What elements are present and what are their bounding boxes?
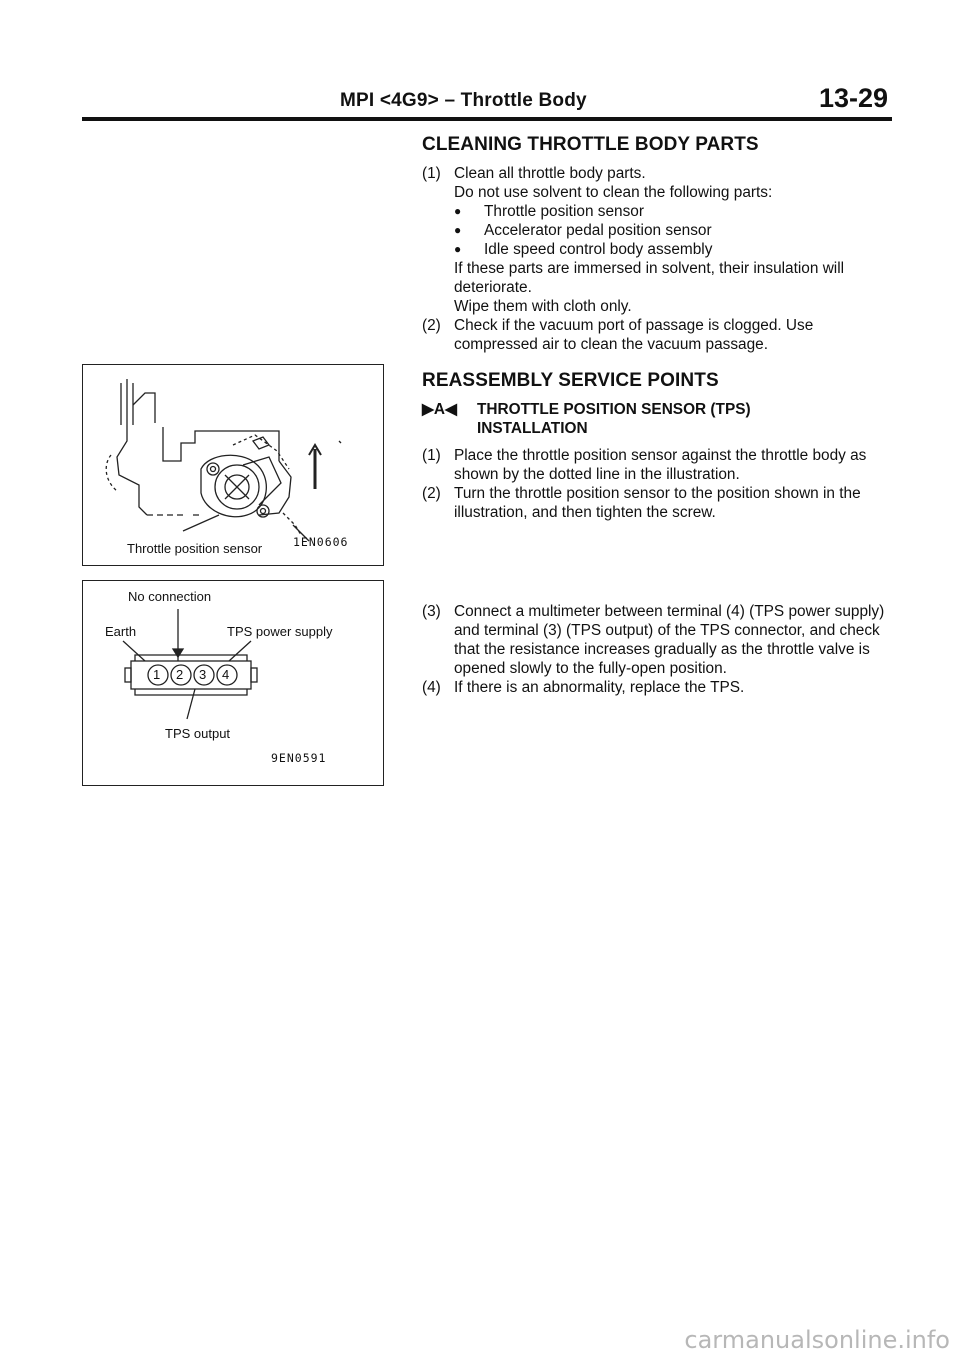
step-number: (1) — [422, 165, 441, 182]
power-supply-label: TPS power supply — [227, 624, 333, 639]
step-text: If these parts are immersed in solvent, their insulation will deteriorate. — [454, 260, 845, 296]
figure-code: 9EN0591 — [271, 751, 327, 765]
step-number: (1) — [422, 447, 441, 464]
step-text: Do not use solvent to clean the following parts: — [454, 184, 773, 201]
connector-drawing — [83, 581, 383, 785]
sub-heading — [422, 400, 886, 438]
reassembly-heading: REASSEMBLY SERVICE POINTS — [422, 370, 719, 391]
cleaning-step-2 — [422, 316, 886, 354]
section-title: MPI <4G9> – Throttle Body — [340, 90, 587, 111]
step-number: (2) — [422, 485, 441, 502]
tps-illustration-figure — [82, 364, 384, 566]
header-rule — [82, 117, 892, 121]
step-text: Clean all throttle body parts. — [454, 165, 646, 182]
step-number: (3) — [422, 603, 441, 620]
reassembly-step-1 — [422, 446, 886, 484]
page-number: 13-29 — [818, 83, 888, 113]
service-point-marker: ▶A◀ — [422, 401, 457, 418]
list-item — [454, 240, 886, 259]
earth-label: Earth — [105, 624, 137, 639]
bullet-icon: ● — [454, 242, 462, 256]
list-item — [454, 202, 886, 221]
main-text — [422, 134, 886, 697]
tps-output-label: TPS output — [165, 726, 231, 741]
list-item-text: Throttle position sensor — [484, 203, 644, 220]
cleaning-heading: CLEANING THROTTLE BODY PARTS — [422, 134, 759, 155]
terminal-4-label: 4 — [222, 667, 230, 682]
sub-heading-line: THROTTLE POSITION SENSOR (TPS) — [477, 401, 751, 418]
reassembly-step-2 — [422, 484, 886, 522]
cleaning-step-1 — [422, 164, 886, 316]
figure-code: 1EN0606 — [293, 535, 349, 549]
step-text: If there is an abnormality, replace the TPS. — [454, 679, 745, 696]
list-item-text: Idle speed control body assembly — [484, 241, 713, 258]
figure-caption: Throttle position sensor — [127, 541, 263, 556]
step-number: (4) — [422, 679, 441, 696]
tps-connector-figure — [82, 580, 384, 786]
step-number: (2) — [422, 317, 441, 334]
step-text: Turn the throttle position sensor to the position shown in the illustration, and then tighten the screw. — [454, 485, 861, 521]
no-connection-label: No connection — [128, 589, 212, 604]
list-item — [454, 221, 886, 240]
sub-heading-line: INSTALLATION — [477, 420, 588, 437]
watermark-text: carmanualsonline.info — [684, 1326, 950, 1354]
step-text: Connect a multimeter between terminal (4) (TPS power supply) and terminal (3) (TPS output) of the TPS connector, and check that the resistance increases gradually as the throttle valve is opened slowly to the fully-open position. — [454, 603, 885, 677]
step-text: Check if the vacuum port of passage is clogged. Use compressed air to clean the vacuum passage. — [454, 317, 814, 353]
terminal-2-label: 2 — [176, 667, 184, 682]
step-text: Wipe them with cloth only. — [454, 298, 632, 315]
step-text: Place the throttle position sensor against the throttle body as shown by the dotted line in the illustration. — [454, 447, 867, 483]
reassembly-step-3 — [422, 602, 886, 678]
bullet-icon: ● — [454, 223, 462, 237]
reassembly-step-4 — [422, 678, 886, 697]
list-item-text: Accelerator pedal position sensor — [484, 222, 712, 239]
bullet-icon: ● — [454, 204, 462, 218]
terminal-1-label: 1 — [153, 667, 161, 682]
page-header — [82, 80, 892, 124]
terminal-3-label: 3 — [199, 667, 207, 682]
